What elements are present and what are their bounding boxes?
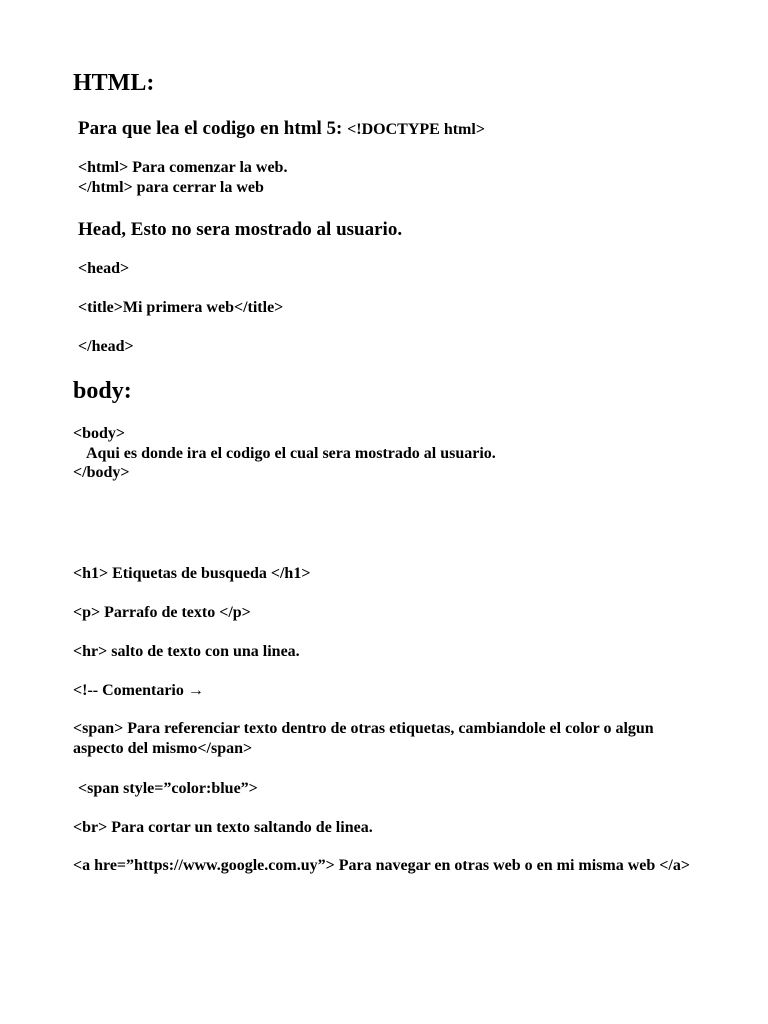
p-line: <p> Parrafo de texto </p> xyxy=(73,604,251,621)
comment-line: <!-- Comentario → xyxy=(73,682,204,699)
span-style-line: <span style=”color:blue”> xyxy=(78,780,258,797)
head-close-line: </head> xyxy=(78,338,134,355)
body-heading: body: xyxy=(73,378,132,404)
br-line: <br> Para cortar un texto saltando de linea. xyxy=(73,819,373,836)
span-line: <span> Para referenciar texto dentro de otras etiquetas, cambiandole el color o algun aspecto del mismo</span> xyxy=(73,720,654,757)
head-heading: Head, Esto no sera mostrado al usuario. xyxy=(78,219,403,240)
head-open-line: <head> xyxy=(78,260,130,277)
hr-line: <hr> salto de texto con una linea. xyxy=(73,643,300,660)
body-close-line: </body> xyxy=(73,464,130,481)
title-line: <title>Mi primera web</title> xyxy=(78,299,284,316)
body-text-line: Aqui es donde ira el codigo el cual sera mostrado al usuario. xyxy=(86,445,496,462)
doctype-intro: Para que lea el codigo en html 5: xyxy=(78,118,343,139)
anchor-line: <a hre=”https://www.google.com.uy”> Para navegar en otras web o en mi misma web </a> xyxy=(73,857,690,874)
html-heading: HTML: xyxy=(73,70,155,96)
html-open-line: <html> Para comenzar la web. xyxy=(78,159,288,176)
doctype-line xyxy=(78,119,485,138)
body-open-line: <body> xyxy=(73,425,126,442)
doctype-code: <!DOCTYPE html> xyxy=(347,121,485,138)
html-close-line: </html> para cerrar la web xyxy=(78,179,264,196)
h1-line: <h1> Etiquetas de busqueda </h1> xyxy=(73,565,311,582)
